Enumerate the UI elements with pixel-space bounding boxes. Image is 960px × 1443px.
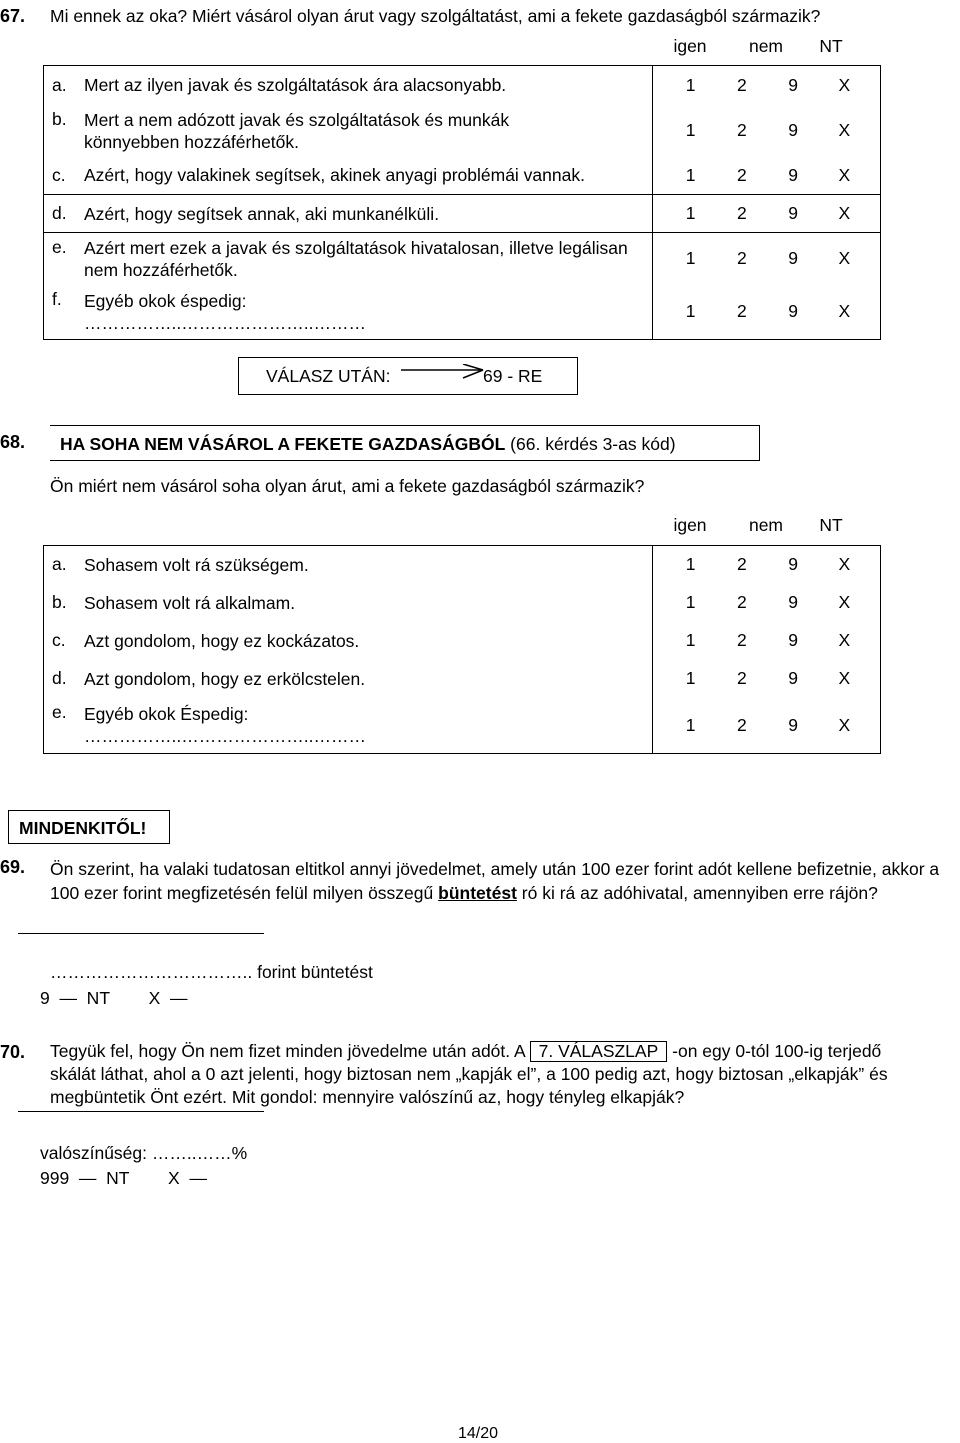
- item-label: b.: [52, 108, 67, 129]
- page-number: 14/20: [458, 1425, 499, 1442]
- code-cell[interactable]: 1 2 9 X: [653, 660, 881, 698]
- item-text: Azt gondolom, hogy ez erkölcstelen.: [84, 668, 366, 689]
- item-label: a.: [52, 554, 67, 575]
- answer-header: [652, 36, 879, 57]
- answer-table: [43, 545, 881, 754]
- item-text: Azt gondolom, hogy ez kockázatos.: [84, 630, 360, 651]
- routing-target: 69 - RE: [483, 366, 543, 386]
- item-label: d.: [52, 668, 67, 688]
- item-label: c.: [52, 164, 66, 185]
- item-text: Sohasem volt rá szükségem.: [84, 554, 309, 575]
- routing-label: VÁLASZ UTÁN:: [266, 366, 391, 386]
- routing-box: [238, 357, 578, 395]
- code-cell[interactable]: 1 2 9 X: [653, 195, 881, 233]
- answer-line[interactable]: valószínűség: ……..……%: [40, 1143, 248, 1163]
- code-cell[interactable]: 1 2 9 X: [653, 233, 881, 285]
- table-row: [44, 660, 881, 698]
- answer-table: [43, 65, 881, 340]
- table-row: [44, 66, 881, 105]
- item-label: a.: [52, 74, 67, 95]
- question-text: Mi ennek az oka? Miért vásárol olyan árut vagy szolgáltatást, ami a fekete gazdaságból származik?: [50, 6, 821, 26]
- item-label: c.: [52, 630, 66, 650]
- item-label: e.: [44, 233, 85, 285]
- question-text: Ön szerint, ha valaki tudatosan eltitkol annyi jövedelmet, amely után 100 ezer forint adót kellene befizetnie, akkor a 100 ezer forint megfizetésén felül milyen összegű büntetést ró ki rá az adóhivatal, amennyiben erre rájön?: [50, 859, 940, 903]
- code-cell[interactable]: 1 2 9 X: [653, 105, 881, 157]
- item-text: Azért, hogy valakinek segítsek, akinek anyagi problémái vannak.: [84, 165, 585, 186]
- separator: [18, 933, 264, 934]
- code-cell[interactable]: 1 2 9 X: [653, 157, 881, 195]
- item-text: Mert a nem adózott javak és szolgáltatások és munkák könnyebben hozzáférhetők.: [84, 109, 510, 152]
- table-row: [44, 233, 881, 285]
- question-number: 70.: [0, 1042, 26, 1062]
- question-text: Ön miért nem vásárol soha olyan árut, ami a fekete gazdaságból származik?: [50, 476, 645, 496]
- header-nem: nem: [748, 515, 784, 535]
- table-row: [44, 105, 881, 157]
- item-label: d.: [44, 195, 85, 233]
- code-cell[interactable]: 1 2 9 X: [653, 285, 881, 340]
- header-nt: NT: [819, 36, 843, 56]
- answer-line[interactable]: …………………………….. forint büntetést: [50, 962, 373, 982]
- item-text: Azért mert ezek a javak és szolgáltatások hivatalosan, illetve legálisan nem hozzáférhetők.: [84, 233, 653, 285]
- table-row: [44, 157, 881, 195]
- item-label: e.: [52, 701, 67, 722]
- question-number: 69.: [0, 857, 26, 877]
- keyword-underlined: büntetést: [438, 883, 517, 903]
- item-label: f.: [52, 288, 62, 309]
- item-text: Sohasem volt rá alkalmam.: [84, 592, 296, 613]
- header-nem: nem: [748, 36, 784, 56]
- table-row: [44, 622, 881, 660]
- header-nt: NT: [819, 515, 843, 535]
- table-row: [44, 285, 881, 340]
- answer-codes[interactable]: 999 — NT X —: [40, 1168, 207, 1188]
- question-text: Tegyük fel, hogy Ön nem fizet minden jövedelme után adót. A 7. VÁLASZLAP -on egy 0-tól 100-ig terjedő skálát láthat, ahol a 0 azt jelenti, hogy biztosan nem „kapják el”, a 100 pedig azt, hogy biztosan „elkapják” és megbüntetik Önt ezért. Mit gondol: mennyire valószínű az, hogy tényleg elkapják?: [50, 1041, 888, 1107]
- item-text: Egyéb okok Éspedig: ……………..…………………..………: [84, 704, 366, 747]
- header-igen: igen: [673, 36, 707, 56]
- code-cell[interactable]: 1 2 9 X: [653, 622, 881, 660]
- code-cell[interactable]: 1 2 9 X: [653, 546, 881, 584]
- header-igen: igen: [673, 515, 707, 535]
- filter-box: [50, 425, 760, 461]
- table-row: [44, 698, 881, 754]
- answer-codes[interactable]: 9 — NT X —: [40, 988, 188, 1008]
- table-row: [44, 195, 881, 233]
- code-cell[interactable]: 1 2 9 X: [653, 698, 881, 754]
- item-text: Egyéb okok éspedig: ……………..…………………..………: [84, 290, 366, 333]
- code-cell[interactable]: 1 2 9 X: [653, 66, 881, 105]
- answer-header: [652, 515, 879, 536]
- everyone-box: [8, 810, 170, 844]
- filter-text: HA SOHA NEM VÁSÁROL A FEKETE GAZDASÁGBÓL (66. kérdés 3-as kód): [60, 434, 676, 454]
- answer-sheet-box: 7. VÁLASZLAP: [530, 1041, 668, 1062]
- question-number: 67.: [0, 6, 26, 26]
- item-text: Mert az ilyen javak és szolgáltatások ára alacsonyabb.: [84, 75, 507, 96]
- code-cell[interactable]: 1 2 9 X: [653, 584, 881, 622]
- everyone-label: MINDENKITŐL!: [19, 818, 147, 838]
- item-text: Azért, hogy segítsek annak, aki munkanélküli.: [84, 195, 653, 233]
- table-row: [44, 546, 881, 584]
- item-label: b.: [52, 592, 67, 612]
- separator: [18, 1111, 264, 1112]
- question-number: 68.: [0, 432, 26, 452]
- table-row: [44, 584, 881, 622]
